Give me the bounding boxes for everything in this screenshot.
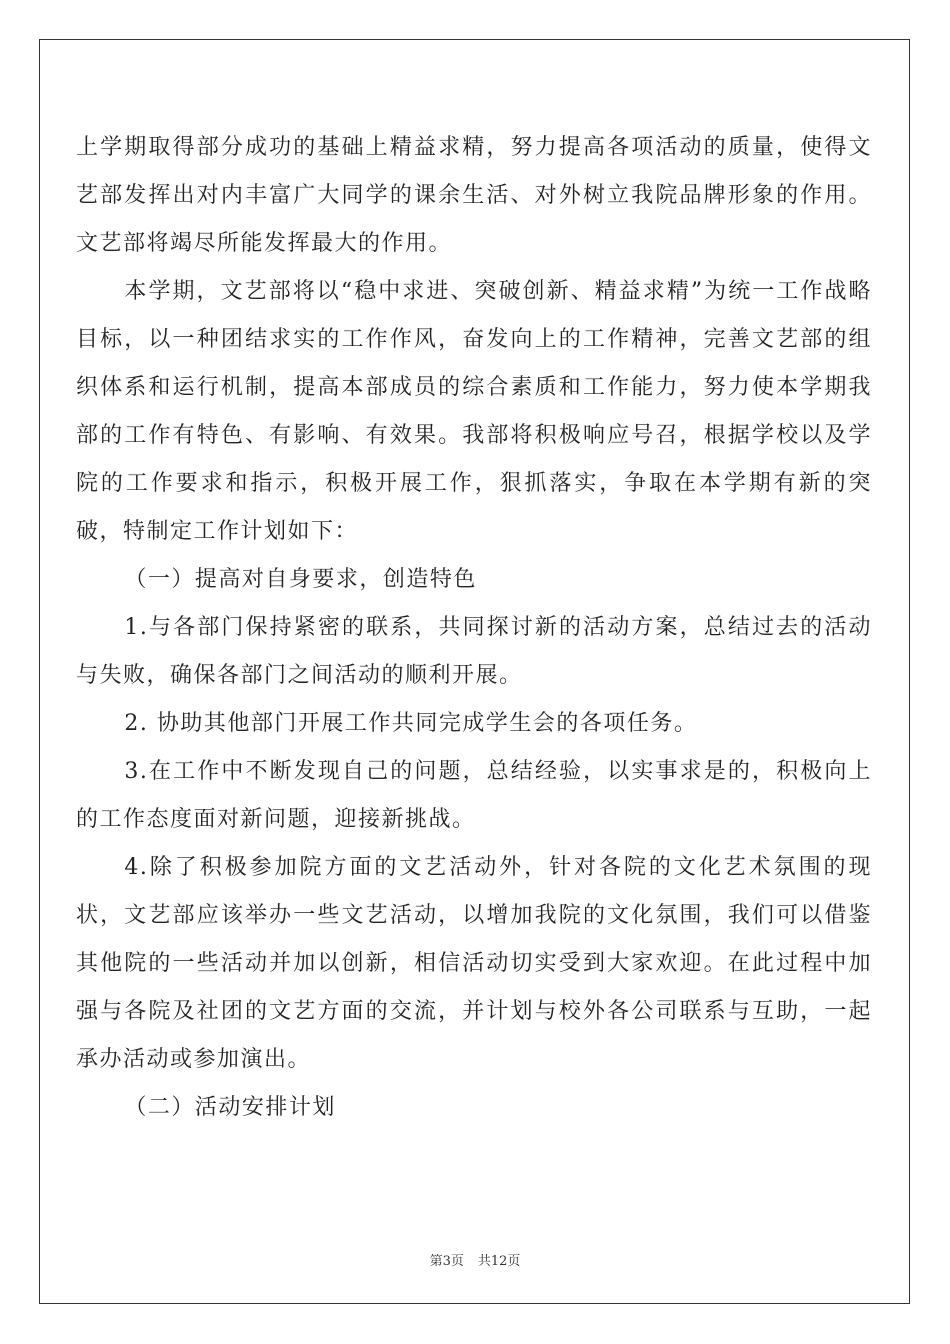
- paragraph-work-goals: 本学期，文艺部将以“稳中求进、突破创新、精益求精”为统一工作战略目标，以一种团结求实的工作作风，奋发向上的工作精神，完善文艺部的组织体系和运行机制，提高本部成员的综合素质和工作能力，努力使本学期我部的工作有特色、有影响、有效果。我部将积极响应号召，根据学校以及学院的工作要求和指示，积极开展工作，狠抓落实，争取在本学期有新的突破，特制定工作计划如下：: [76, 279, 872, 544]
- page-footer: [0, 1250, 950, 1269]
- list-item-3: 3.在工作中不断发现自己的问题，总结经验，以实事求是的，积极向上的工作态度面对新问题，迎接新挑战。: [76, 759, 872, 832]
- page-number: 第3页: [429, 1254, 464, 1269]
- page-total: 共12页: [477, 1254, 521, 1269]
- paragraph-continuation: 上学期取得部分成功的基础上精益求精，努力提高各项活动的质量，使得文艺部发挥出对内丰富广大同学的课余生活、对外树立我院品牌形象的作用。文艺部将竭尽所能发挥最大的作用。: [76, 135, 872, 256]
- document-body: [76, 124, 872, 1132]
- list-item-2: 2. 协助其他部门开展工作共同完成学生会的各项任务。: [124, 711, 698, 736]
- section-heading-2: （二）活动安排计划: [124, 1095, 336, 1120]
- list-item-1: 1.与各部门保持紧密的联系，共同探讨新的活动方案，总结过去的活动与失败，确保各部门之间活动的顺利开展。: [76, 615, 872, 688]
- list-item-4: 4.除了积极参加院方面的文艺活动外，针对各院的文化艺术氛围的现状，文艺部应该举办一些文艺活动，以增加我院的文化氛围，我们可以借鉴其他院的一些活动并加以创新，相信活动切实受到大家欢迎。在此过程中加强与各院及社团的文艺方面的交流，并计划与校外各公司联系与互助，一起承办活动或参加演出。: [76, 855, 872, 1072]
- section-heading-1: （一）提高对自身要求，创造特色: [124, 567, 477, 592]
